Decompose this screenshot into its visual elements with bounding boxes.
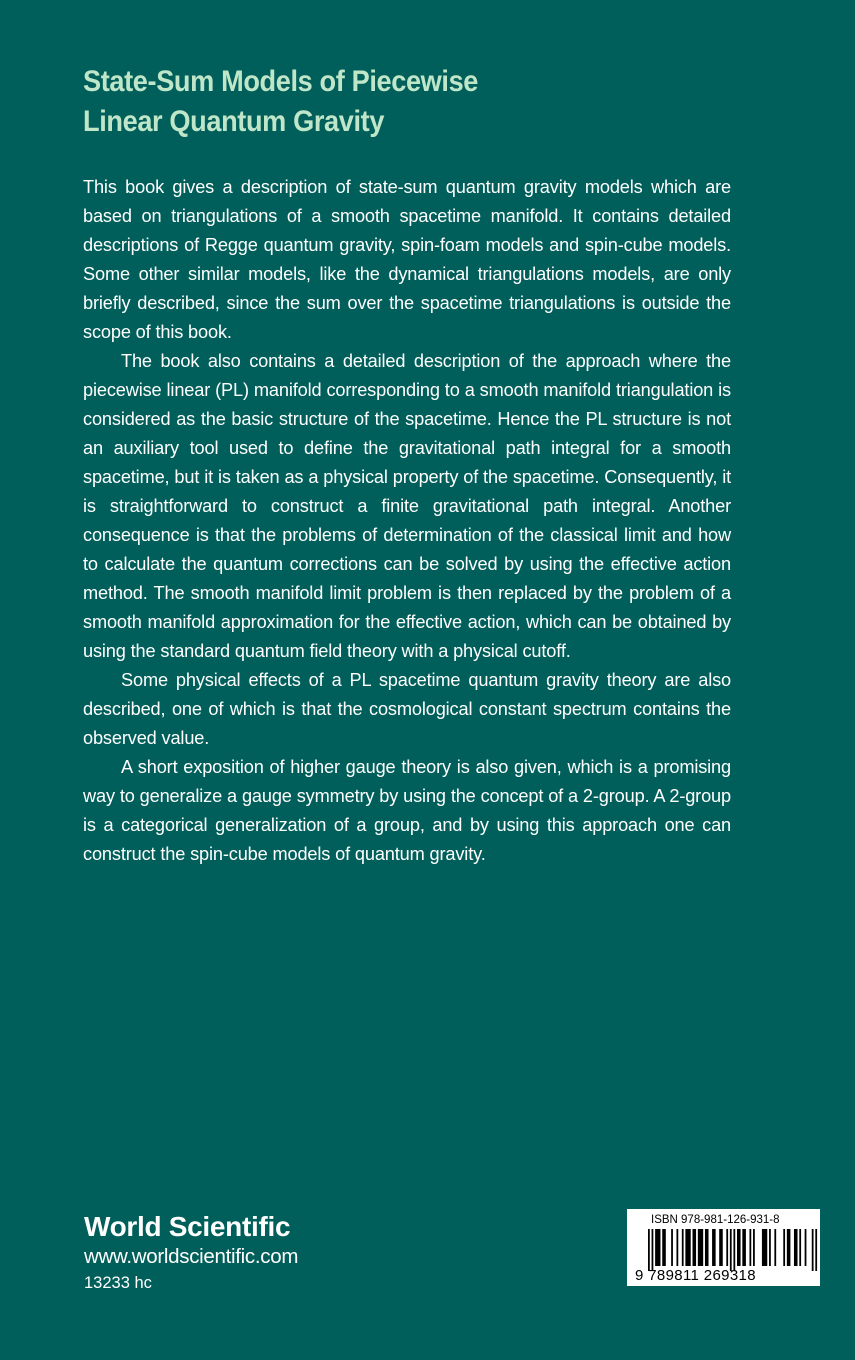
barcode-bar [794, 1229, 798, 1266]
barcode-guard-bar [733, 1229, 735, 1271]
barcode-bar [682, 1229, 684, 1266]
barcode-bar [693, 1229, 697, 1266]
barcode-bar [726, 1229, 728, 1266]
barcode-guard-bar [730, 1229, 732, 1271]
barcode-bar [712, 1229, 716, 1266]
barcode-guard-bar [648, 1229, 650, 1271]
barcode-bar [769, 1229, 771, 1266]
book-title-line-1: State-Sum Models of Piecewise [83, 65, 479, 98]
isbn-barcode [627, 1209, 820, 1286]
barcode-bar [705, 1229, 709, 1266]
barcode-bar [685, 1229, 690, 1266]
book-title [83, 62, 478, 142]
publisher-name: World Scientific [84, 1211, 291, 1242]
publisher-block [84, 1210, 298, 1294]
barcode-bar [787, 1229, 791, 1266]
book-title-line-2: Linear Quantum Gravity [83, 105, 385, 138]
barcode-digits: 9 789811 269318 [635, 1267, 756, 1284]
description-paragraph-4: A short exposition of higher gauge theory is also given, which is a promising way to generalize a gauge symmetry by using the concept of a 2-group. A 2-group is a categorical generalization of a group, and by using this approach one can construct the spin-cube models of quantum gravity. [83, 757, 731, 864]
description-paragraph-2: The book also contains a detailed description of the approach where the piecewise linear (PL) manifold corresponding to a smooth manifold triangulation is considered as the basic structure of the spacetime. Hence the PL structure is not an auxiliary tool used to define the gravitational path integral for a smooth spacetime, but it is taken as a physical property of the spacetime. Consequently, it is straightforward to construct a finite gravitational path integral. Another consequence is that the problems of determination of the classical limit and how to calculate the quantum corrections can be solved by using the effective action method. The smooth manifold limit problem is then replaced by the problem of a smooth manifold approximation for the effective action, which can be obtained by using the standard quantum field theory with a physical cutoff. [83, 351, 731, 661]
barcode-guard-bar [652, 1229, 654, 1271]
barcode-bar [805, 1229, 807, 1266]
product-code: 13233 hc [84, 1274, 152, 1292]
barcode-bar [762, 1229, 767, 1266]
book-description [83, 173, 731, 869]
barcode-bar [676, 1229, 678, 1266]
barcode-bar [655, 1229, 660, 1266]
barcode-bar [799, 1229, 801, 1266]
description-paragraph-1: This book gives a description of state-sum quantum gravity models which are based on triangulations of a smooth spacetime manifold. It contains detailed descriptions of Regge quantum gravity, spin-foam models and spin-cube models. Some other similar models, like the dynamical triangulations models, are only briefly described, since the sum over the spacetime triangulations is outside the scope of this book. [83, 177, 731, 342]
barcode-bar [749, 1229, 751, 1266]
publisher-url: www.worldscientific.com [84, 1245, 299, 1268]
barcode-guard-bar [815, 1229, 817, 1271]
barcode-bar [774, 1229, 776, 1266]
barcode-bar [742, 1229, 746, 1266]
barcode-bar [737, 1229, 741, 1266]
barcode-bar [753, 1229, 755, 1266]
barcode-bar [662, 1229, 666, 1266]
barcode-guard-bar [812, 1229, 814, 1271]
barcode-bar [698, 1229, 703, 1266]
description-paragraph-3: Some physical effects of a PL spacetime quantum gravity theory are also described, one of which is that the cosmological constant spectrum contains the observed value. [83, 670, 731, 748]
barcode-bar [671, 1229, 673, 1266]
isbn-label: ISBN 978-981-126-931-8 [651, 1214, 780, 1226]
barcode-bar [783, 1229, 785, 1266]
barcode-bar [719, 1229, 723, 1266]
